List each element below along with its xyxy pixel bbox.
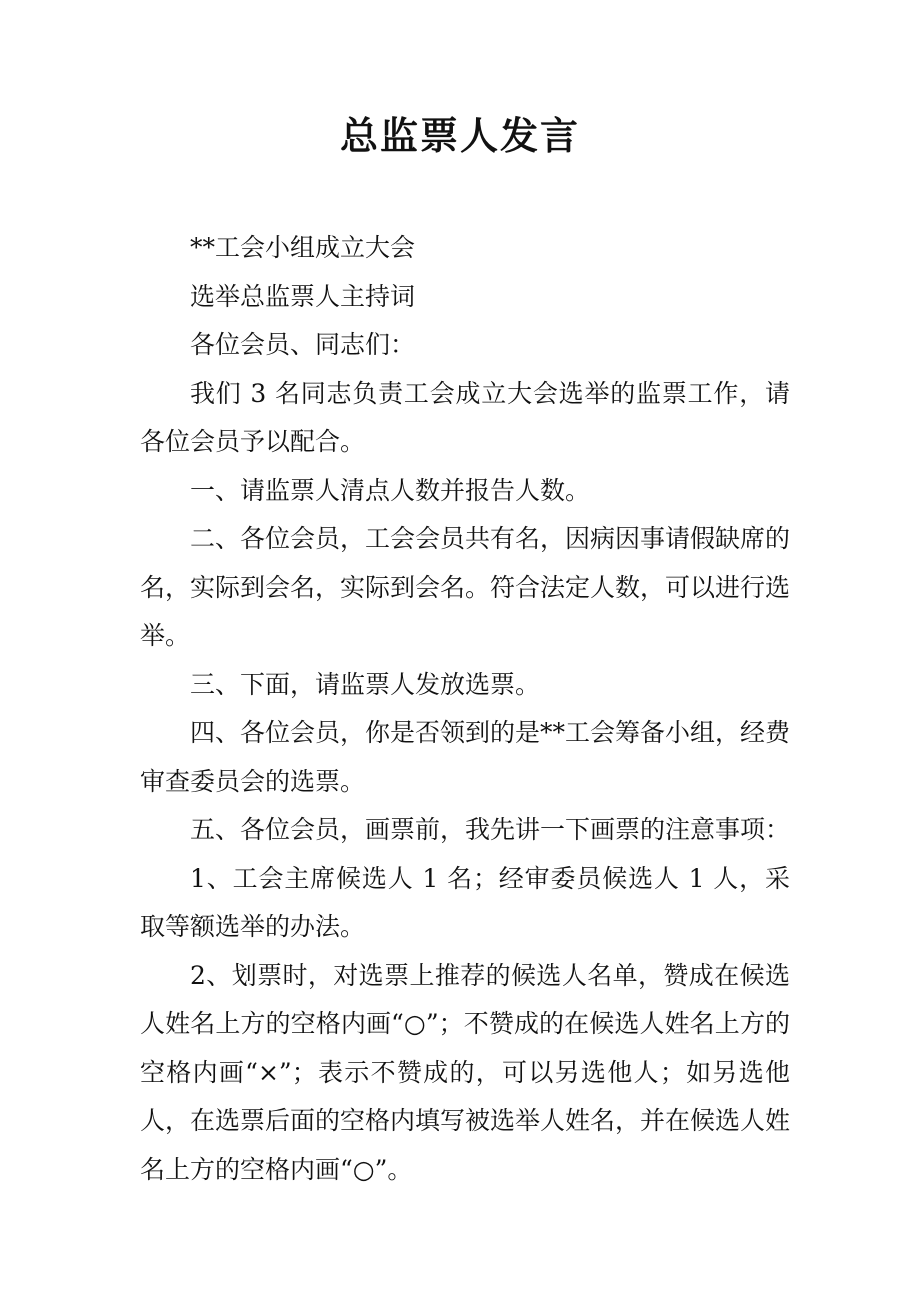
paragraph-salutation: 各位会员、同志们： xyxy=(190,330,416,359)
document-body xyxy=(140,224,790,1194)
paragraph-note-1: 1、工会主席候选人 1 名；经审委员候选人 1 人，采取等额选举的办法。 xyxy=(140,863,790,941)
paragraph-meeting-name: **工会小组成立大会 xyxy=(190,233,416,262)
paragraph-item-5: 五、各位会员，画票前，我先讲一下画票的注意事项： xyxy=(190,815,791,844)
paragraph-item-1: 一、请监票人清点人数并报告人数。 xyxy=(190,475,591,505)
paragraph-item-3: 三、下面，请监票人发放选票。 xyxy=(190,669,541,699)
paragraph-note-2: 2、划票时，对选票上推荐的候选人名单，赞成在候选人姓名上方的空格内画“○”；不赞成的在候选人姓名上方的空格内画“×”；表示不赞成的，可以另选他人；如另选他人，在选票后面的空格内填写被选举人姓名，并在候选人姓名上方的空格内画“○”。 xyxy=(140,960,791,1184)
paragraph-item-2: 二、各位会员，工会会员共有名，因病因事请假缺席的名，实际到会名，实际到会名。符合法定人数，可以进行选举。 xyxy=(140,524,791,650)
paragraph-item-4: 四、各位会员，你是否领到的是**工会筹备小组，经费审查委员会的选票。 xyxy=(140,718,791,796)
paragraph-subtitle: 选举总监票人主持词 xyxy=(190,281,416,311)
document-title: 总监票人发言 xyxy=(339,113,580,158)
paragraph-intro: 我们 3 名同志负责工会成立大会选举的监票工作，请各位会员予以配合。 xyxy=(140,378,790,456)
